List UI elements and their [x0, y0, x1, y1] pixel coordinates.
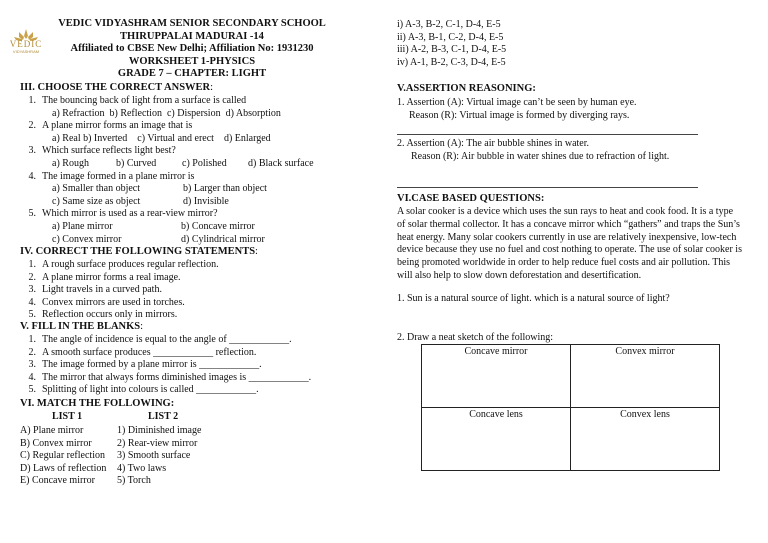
blank-1: 1. The angle of incidence is equal to the angle of ____________.	[28, 334, 292, 345]
question-5-options-a: a) Plane mirror b) Concave mirror	[52, 220, 255, 232]
list2-item: 2) Rear-view mirror	[117, 437, 198, 449]
section-fill-title: V. FILL IN THE BLANKS:	[20, 321, 144, 332]
case-passage: A solar cooker is a device which uses the sun rays to heat and cook food. It is a type of solar thermal collector. It has a concave mirror which “gathers” and traps the Sun’s heat energy. Many solar cookers currently in use are relatively inexpensive, low-tech device because they use no fuel and cost nothing to operate. The use of solar cooker is being promoted worldwide in order to help reduce fuel costs and air pollution. This will also help to slow down deforestation and desertification.	[397, 206, 742, 281]
statement-2: 2. A plane mirror forms a real image.	[28, 271, 181, 283]
logo-subtext: VIDYASHRAM	[12, 49, 40, 54]
match-option: iii) A-2, B-3, C-1, D-4, E-5	[397, 44, 507, 56]
fill-blanks-list	[20, 334, 311, 397]
list2-item: 5) Torch	[117, 475, 151, 487]
blank-5: 5. Splitting of light into colours is called ____________.	[28, 384, 259, 396]
reason-2: Reason (R): Air bubble in water shines due to refraction of light.	[411, 151, 670, 162]
question-3: 3. Which surface reflects light best?	[28, 145, 176, 157]
case-question-2: 2. Draw a neat sketch of the following:	[397, 332, 554, 343]
sketch-cell: Concave mirror	[422, 345, 571, 408]
statement-4: 4. Convex mirrors are used in torches.	[28, 296, 185, 308]
blank-2: 2. A smooth surface produces ____________ reflection.	[28, 346, 257, 358]
sketch-table	[421, 344, 720, 471]
question-3-options: a) Rough b) Curved c) Polished d) Black surface	[52, 157, 314, 169]
list2-header: LIST 2	[148, 411, 179, 422]
statement-1: 1. A rough surface produces regular reflection.	[28, 259, 219, 270]
section-choose-title: III. CHOOSE THE CORRECT ANSWER:	[20, 82, 214, 93]
match-list-1	[20, 425, 106, 488]
question-4: 4. The image formed in a plane mirror is	[28, 170, 195, 182]
affiliation: Affiliated to CBSE New Delhi; Affiliation No: 1931230	[70, 43, 314, 54]
list2-item: 3) Smooth surface	[117, 450, 191, 462]
assertion-2: 2. Assertion (A): The air bubble shines in water.	[397, 138, 590, 149]
grade-chapter: GRADE 7 – CHAPTER: LIGHT	[117, 68, 267, 79]
case-question-1: 1. Sun is a natural source of light. which is a natural source of light?	[397, 293, 670, 304]
choose-answer-list	[20, 95, 314, 246]
match-option: i) A-3, B-2, C-1, D-4, E-5	[397, 19, 501, 30]
list1-header: LIST 1	[52, 411, 83, 422]
school-name: VEDIC VIDYASHRAM SENIOR SECONDARY SCHOOL	[58, 18, 326, 29]
question-5: 5. Which mirror is used as a rear-view mirror?	[28, 208, 218, 220]
logo-text: VEDIC	[9, 39, 43, 49]
list2-item: 1) Diminished image	[117, 425, 202, 436]
section-match-title: VI. MATCH THE FOLLOWING:	[20, 398, 175, 409]
section-correct-title: IV. CORRECT THE FOLLOWING STATEMENTS:	[20, 246, 258, 257]
match-option: ii) A-3, B-1, C-2, D-4, E-5	[397, 31, 504, 43]
question-4-options-b: c) Same size as object d) Invisible	[52, 195, 229, 207]
worksheet-header	[42, 18, 342, 81]
blank-4: 4. The mirror that always forms diminished images is ____________.	[28, 371, 312, 383]
question-2: 2. A plane mirror forms an image that is	[28, 120, 193, 132]
answer-line	[397, 134, 698, 135]
assertion-1: 1. Assertion (A): Virtual image can’t be seen by human eye.	[397, 97, 637, 108]
list1-item: C) Regular reflection	[20, 450, 105, 462]
list1-item: A) Plane mirror	[20, 425, 84, 436]
blank-3: 3. The image formed by a plane mirror is ____________.	[28, 359, 262, 371]
sketch-cell: Concave lens	[422, 408, 571, 471]
section-case-title: VI.CASE BASED QUESTIONS:	[397, 193, 545, 204]
worksheet-title: WORKSHEET 1-PHYSICS	[128, 55, 256, 67]
list2-item: 4) Two laws	[117, 462, 167, 474]
sketch-cell: Convex mirror	[571, 345, 720, 408]
correct-statements-list	[20, 259, 219, 322]
question-1-options: a) Refraction b) Reflection c) Dispersion d) Absorption	[52, 107, 281, 119]
school-place: THIRUPPALAI MADURAI -14	[120, 30, 264, 42]
reason-1: Reason (R): Virtual image is formed by diverging rays.	[409, 110, 630, 121]
question-4-options-a: a) Smaller than object b) Larger than object	[52, 183, 267, 195]
section-assertion-title: V.ASSERTION REASONING:	[397, 83, 536, 94]
list1-item: D) Laws of reflection	[20, 462, 107, 474]
match-options	[397, 19, 506, 69]
list1-item: E) Concave mirror	[20, 475, 95, 487]
statement-5: 5. Reflection occurs only in mirrors.	[28, 309, 178, 321]
match-list-2	[117, 425, 201, 488]
question-5-options-b: c) Convex mirror d) Cylindrical mirror	[52, 233, 265, 245]
list1-item: B) Convex mirror	[20, 437, 92, 449]
statement-3: 3. Light travels in a curved path.	[28, 284, 162, 296]
question-1: 1. The bouncing back of light from a surface is called	[28, 95, 247, 106]
question-2-options: a) Real b) Inverted c) Virtual and erect d) Enlarged	[52, 132, 271, 144]
answer-line	[397, 187, 698, 188]
sketch-cell: Convex lens	[571, 408, 720, 471]
match-option: iv) A-1, B-2, C-3, D-4, E-5	[397, 56, 506, 68]
